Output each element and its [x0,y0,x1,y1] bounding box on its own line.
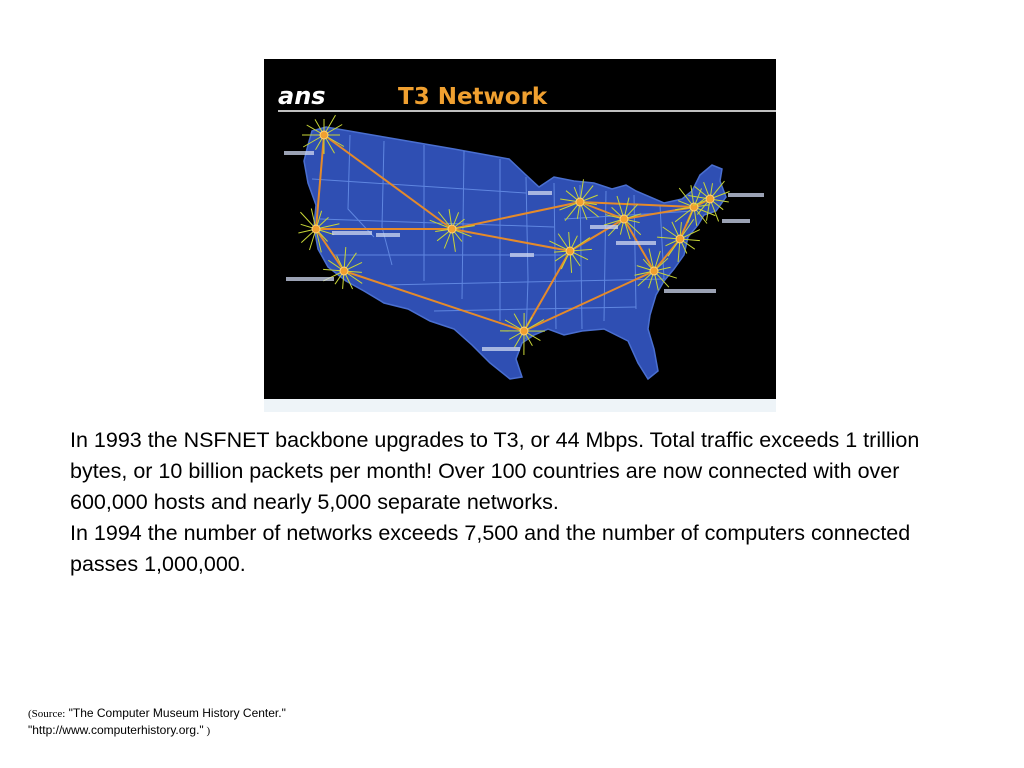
node-dot [340,267,348,275]
node-dot [576,198,584,206]
source-label: (Source: [28,708,66,720]
node-dot [566,247,574,255]
body-text [70,425,970,580]
node-dot [312,225,320,233]
source-citation [28,705,286,739]
source-url: "http://www.computerhistory.org." [28,723,204,737]
node-dot [620,215,628,223]
node-dot [706,195,714,203]
node-dot [448,225,456,233]
ans-logo: ans [278,82,326,110]
source-name: "The Computer Museum History Center." [65,706,286,720]
paragraph-1993: In 1993 the NSFNET backbone upgrades to T3, or 44 Mbps. Total traffic exceeds 1 trillion bytes, or 10 billion packets per month! Over 100 countries are now connected with over 600,000 hosts and nearly 5,000 separate networks. [70,428,920,514]
node-dot [320,131,328,139]
source-close: ) [203,725,211,737]
node-dot [676,235,684,243]
map-bottom-strip [264,399,776,412]
node-dot [520,327,528,335]
map-title: T3 Network [398,84,548,110]
map-svg [264,59,776,412]
map-logo [278,82,326,110]
t3-network-map [264,59,776,412]
node-dot [650,267,658,275]
source-line-1 [28,705,286,722]
paragraph-1994: In 1994 the number of networks exceeds 7,500 and the number of computers connected passes 1,000,000. [70,521,911,576]
source-line-2 [28,722,286,739]
